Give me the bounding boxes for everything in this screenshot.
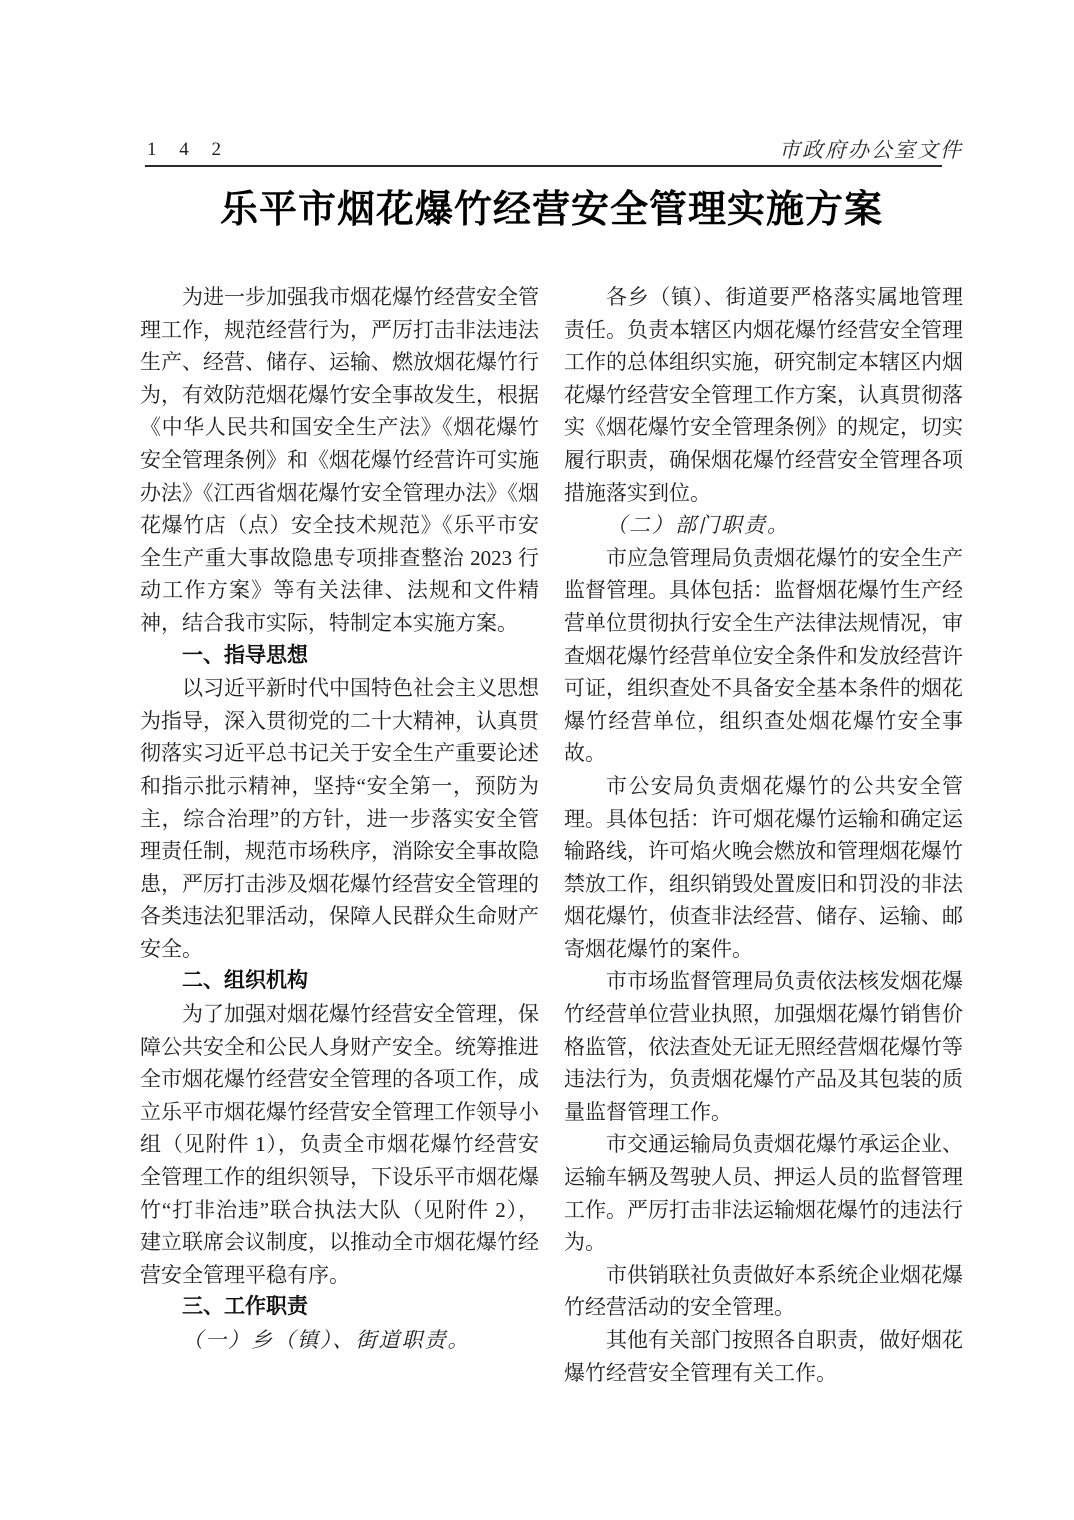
transport-bureau-paragraph: 市交通运输局负责烟花爆竹承运企业、运输车辆及驾驶人员、押运人员的监督管理工作。严厉打击非法运输烟花爆竹的违法行为。: [564, 1132, 963, 1255]
right-column: [564, 281, 963, 1389]
intro-paragraph: 为进一步加强我市烟花爆竹经营安全管理工作，规范经营行为，严厉打击非法违法生产、经营、储存、运输、燃放烟花爆竹行为，有效防范烟花爆竹安全事故发生，根据《中华人民共和国安全生产法》《烟花爆竹安全管理条例》和《烟花爆竹经营许可实施办法》《江西省烟花爆竹安全管理办法》《烟花爆竹店（点）安全技术规范》《乐平市安全生产重大事故隐患专项排查整治 2023 行动工作方案》等有关法律、法规和文件精神，结合我市实际，特制定本实施方案。: [140, 285, 539, 635]
header-doc-label: 市政府办公室文件: [779, 138, 963, 162]
section-heading-guiding-ideology: 一、指导思想: [182, 643, 308, 667]
market-supervision-bureau-paragraph: 市市场监督管理局负责依法核发烟花爆竹经营单位营业执照，加强烟花爆竹销售价格监管，依法查处无证无照经营烟花爆竹等违法行为，负责烟花爆竹产品及其包装的质量监督管理工作。: [564, 969, 963, 1124]
guiding-ideology-paragraph: 以习近平新时代中国特色社会主义思想为指导，深入贯彻党的二十大精神，认真贯彻落实习近平总书记关于安全生产重要论述和指示批示精神，坚持“安全第一，预防为主，综合治理”的方针，进一步落实安全管理责任制，规范市场秩序，消除安全事故隐患，严厉打击涉及烟花爆竹经营安全管理的各类违法犯罪活动，保障人民群众生命财产安全。: [140, 676, 539, 961]
organization-paragraph: 为了加强对烟花爆竹经营安全管理，保障公共安全和公民人身财产安全。统筹推进全市烟花爆竹经营安全管理的各项工作，成立乐平市烟花爆竹经营安全管理工作领导小组（见附件 1），负责全市烟花爆竹经营安全管理工作的组织领导，下设乐平市烟花爆竹“打非治违”联合执法大队（见附件 2），建立联席会议制度，以推动全市烟花爆竹经营安全管理平稳有序。: [140, 1002, 539, 1287]
subsection-department-duties: （二）部门职责。: [606, 513, 790, 538]
other-departments-paragraph: 其他有关部门按照各自职责，做好烟花爆竹经营安全管理有关工作。: [564, 1328, 963, 1385]
section-heading-organization: 二、组织机构: [182, 969, 308, 993]
left-column: [140, 281, 539, 1389]
subsection-town-duties: （一）乡（镇）、街道职责。: [182, 1328, 471, 1352]
body-columns: [140, 281, 963, 1389]
document-title: 乐平市烟花爆竹经营安全管理实施方案: [219, 189, 883, 231]
town-duties-paragraph: 各乡（镇）、街道要严格落实属地管理责任。负责本辖区内烟花爆竹经营安全管理工作的总体组织实施，研究制定本辖区内烟花爆竹经营安全管理工作方案，认真贯彻落实《烟花爆竹安全管理条例》的规定，切实履行职责，确保烟花爆竹经营安全管理各项措施落实到位。: [564, 285, 963, 505]
emergency-bureau-paragraph: 市应急管理局负责烟花爆竹的安全生产监督管理。具体包括：监督烟花爆竹生产经营单位贯彻执行安全生产法律法规情况，审查烟花爆竹经营单位安全条件和发放经营许可证，组织查处不具备安全基本条件的烟花爆竹经营单位，组织查处烟花爆竹安全事故。: [564, 545, 963, 766]
supply-marketing-coop-paragraph: 市供销联社负责做好本系统企业烟花爆竹经营活动的安全管理。: [564, 1262, 963, 1320]
header-rule: [145, 165, 942, 167]
public-security-bureau-paragraph: 市公安局负责烟花爆竹的公共安全管理。具体包括：许可烟花爆竹运输和确定运输路线，许可焰火晚会燃放和管理烟花爆竹禁放工作，组织销毁处置废旧和罚没的非法烟花爆竹，侦查非法经营、储存、运输、邮寄烟花爆竹的案件。: [564, 773, 963, 961]
page-number: 1 4 2: [147, 139, 230, 160]
section-heading-work-duties: 三、工作职责: [182, 1295, 308, 1319]
